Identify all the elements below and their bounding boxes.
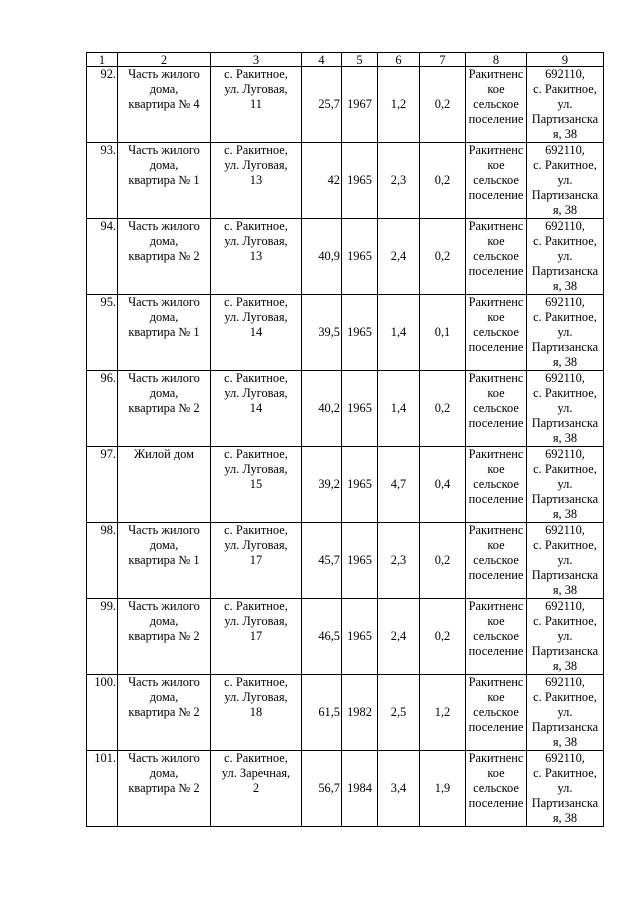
cell-line: ул. Луговая,	[224, 614, 288, 628]
cell-line: дома,	[149, 614, 179, 628]
cell-line: дома,	[149, 158, 179, 172]
cell-line: Ракитненс	[468, 599, 524, 613]
column-7-cell: 0,2	[420, 371, 466, 447]
table-body	[87, 53, 604, 827]
cell-line: ул.	[557, 629, 573, 643]
cell-line: Ракитненс	[468, 523, 524, 537]
column-6-cell: 2,4	[378, 219, 420, 295]
cell-line: кое	[487, 538, 505, 552]
object-name-cell	[118, 371, 211, 447]
column-6-cell: 4,7	[378, 447, 420, 523]
object-name-cell	[118, 295, 211, 371]
cell-line: ул. Луговая,	[224, 386, 288, 400]
address-cell	[211, 447, 302, 523]
address-cell	[211, 751, 302, 827]
area-cell: 45,7	[302, 523, 342, 599]
cell-line: ул.	[557, 325, 573, 339]
column-header: 2	[118, 53, 211, 67]
year-cell: 1984	[342, 751, 378, 827]
column-number-header-row	[87, 53, 604, 67]
table-row	[87, 295, 604, 371]
cell-line: Часть жилого	[128, 751, 200, 765]
cell-line: Жилой дом	[134, 447, 194, 461]
cell-line: ул. Луговая,	[224, 310, 288, 324]
object-name-cell	[118, 143, 211, 219]
row-number-cell: 95.	[87, 295, 118, 371]
cell-line: ул. Луговая,	[224, 82, 288, 96]
year-cell: 1965	[342, 371, 378, 447]
cell-line: Партизанска	[531, 340, 599, 354]
cell-line: сельское	[473, 97, 519, 111]
cell-line: кое	[487, 386, 505, 400]
cell-line: дома,	[149, 310, 179, 324]
address-cell	[211, 143, 302, 219]
row-number-cell: 92.	[87, 67, 118, 143]
column-header: 3	[211, 53, 302, 67]
table-row	[87, 371, 604, 447]
column-7-cell: 0,2	[420, 219, 466, 295]
cell-line: поселение	[468, 264, 524, 278]
cell-line: 692110,	[545, 295, 585, 309]
cell-line: поселение	[468, 492, 524, 506]
column-header: 6	[378, 53, 420, 67]
cell-line: с. Ракитное,	[533, 614, 597, 628]
cell-line: с. Ракитное,	[533, 234, 597, 248]
cell-line: Ракитненс	[468, 219, 524, 233]
cell-line: дома,	[149, 690, 179, 704]
cell-line: 14	[249, 401, 263, 415]
cell-line: Ракитненс	[468, 447, 524, 461]
cell-line: Ракитненс	[468, 295, 524, 309]
cell-line: дома,	[149, 234, 179, 248]
cell-line: поселение	[468, 720, 524, 734]
owner-address-cell	[527, 67, 604, 143]
cell-line: ул. Заречная,	[221, 766, 291, 780]
cell-line: я, 38	[552, 583, 578, 597]
column-6-cell: 2,5	[378, 675, 420, 751]
year-cell: 1967	[342, 67, 378, 143]
cell-line: я, 38	[552, 279, 578, 293]
cell-line: ул.	[557, 553, 573, 567]
cell-line: Партизанска	[531, 568, 599, 582]
cell-line: кое	[487, 310, 505, 324]
cell-line: Часть жилого	[128, 219, 200, 233]
area-cell: 42	[302, 143, 342, 219]
table-row	[87, 751, 604, 827]
year-cell: 1982	[342, 675, 378, 751]
cell-line: Партизанска	[531, 492, 599, 506]
cell-line: 692110,	[545, 447, 585, 461]
cell-line: 2	[252, 781, 260, 795]
cell-line: Ракитненс	[468, 67, 524, 81]
cell-line: Часть жилого	[128, 371, 200, 385]
cell-line: с. Ракитное,	[533, 386, 597, 400]
table-row	[87, 67, 604, 143]
cell-line: ул. Луговая,	[224, 462, 288, 476]
area-cell: 25,7	[302, 67, 342, 143]
cell-line: 692110,	[545, 675, 585, 689]
cell-line: с. Ракитное,	[224, 371, 288, 385]
cell-line: квартира № 4	[128, 97, 200, 111]
property-register-table	[86, 52, 604, 827]
cell-line: с. Ракитное,	[224, 523, 288, 537]
column-6-cell: 2,4	[378, 599, 420, 675]
cell-line: я, 38	[552, 355, 578, 369]
cell-line: Партизанска	[531, 644, 599, 658]
row-number-cell: 98.	[87, 523, 118, 599]
column-header: 9	[527, 53, 604, 67]
address-cell	[211, 219, 302, 295]
owner-address-cell	[527, 751, 604, 827]
owner-cell	[466, 599, 527, 675]
cell-line: 692110,	[545, 751, 585, 765]
cell-line: кое	[487, 690, 505, 704]
owner-address-cell	[527, 675, 604, 751]
cell-line: 13	[249, 249, 263, 263]
cell-line: 11	[250, 97, 262, 111]
address-cell	[211, 67, 302, 143]
cell-line: я, 38	[552, 203, 578, 217]
column-6-cell: 1,4	[378, 295, 420, 371]
cell-line: ул. Луговая,	[224, 234, 288, 248]
cell-line: сельское	[473, 553, 519, 567]
cell-line: я, 38	[552, 811, 578, 825]
cell-line: ул.	[557, 477, 573, 491]
owner-address-cell	[527, 599, 604, 675]
area-cell: 56,7	[302, 751, 342, 827]
cell-line: дома,	[149, 386, 179, 400]
row-number-cell: 100.	[87, 675, 118, 751]
cell-line: кое	[487, 158, 505, 172]
owner-cell	[466, 143, 527, 219]
owner-cell	[466, 447, 527, 523]
cell-line: с. Ракитное,	[224, 599, 288, 613]
owner-cell	[466, 371, 527, 447]
column-6-cell: 1,4	[378, 371, 420, 447]
cell-line: 692110,	[545, 599, 585, 613]
row-number-cell: 97.	[87, 447, 118, 523]
cell-line: квартира № 2	[128, 781, 200, 795]
cell-line: с. Ракитное,	[224, 675, 288, 689]
cell-line: ул. Луговая,	[224, 690, 288, 704]
cell-line: я, 38	[552, 431, 578, 445]
row-number-cell: 101.	[87, 751, 118, 827]
column-header: 1	[87, 53, 118, 67]
cell-line: Партизанска	[531, 264, 599, 278]
cell-line: Партизанска	[531, 416, 599, 430]
cell-line: дома,	[149, 538, 179, 552]
row-number-cell: 94.	[87, 219, 118, 295]
cell-line: ул.	[557, 401, 573, 415]
address-cell	[211, 523, 302, 599]
cell-line: квартира № 1	[128, 553, 200, 567]
cell-line: сельское	[473, 629, 519, 643]
column-7-cell: 0,2	[420, 67, 466, 143]
area-cell: 40,9	[302, 219, 342, 295]
column-7-cell: 1,9	[420, 751, 466, 827]
area-cell: 39,2	[302, 447, 342, 523]
owner-cell	[466, 523, 527, 599]
owner-address-cell	[527, 295, 604, 371]
cell-line: поселение	[468, 188, 524, 202]
address-cell	[211, 599, 302, 675]
cell-line: Ракитненс	[468, 675, 524, 689]
object-name-cell	[118, 675, 211, 751]
owner-address-cell	[527, 523, 604, 599]
cell-line: дома,	[149, 766, 179, 780]
table-row	[87, 523, 604, 599]
cell-line: 692110,	[545, 143, 585, 157]
cell-line: поселение	[468, 416, 524, 430]
column-header: 7	[420, 53, 466, 67]
column-7-cell: 1,2	[420, 675, 466, 751]
cell-line: ул.	[557, 781, 573, 795]
area-cell: 39,5	[302, 295, 342, 371]
object-name-cell	[118, 599, 211, 675]
table-row	[87, 143, 604, 219]
cell-line: с. Ракитное,	[533, 310, 597, 324]
cell-line: Партизанска	[531, 796, 599, 810]
year-cell: 1965	[342, 219, 378, 295]
address-cell	[211, 295, 302, 371]
cell-line: Ракитненс	[468, 751, 524, 765]
object-name-cell	[118, 751, 211, 827]
object-name-cell	[118, 523, 211, 599]
cell-line: с. Ракитное,	[533, 538, 597, 552]
cell-line: кое	[487, 614, 505, 628]
owner-cell	[466, 219, 527, 295]
cell-line: квартира № 2	[128, 629, 200, 643]
cell-line: Ракитненс	[468, 143, 524, 157]
cell-line: с. Ракитное,	[533, 766, 597, 780]
column-7-cell: 0,1	[420, 295, 466, 371]
cell-line: я, 38	[552, 507, 578, 521]
cell-line: 14	[249, 325, 263, 339]
address-cell	[211, 675, 302, 751]
cell-line: с. Ракитное,	[224, 447, 288, 461]
cell-line: поселение	[468, 112, 524, 126]
area-cell: 40,2	[302, 371, 342, 447]
cell-line: сельское	[473, 705, 519, 719]
column-7-cell: 0,2	[420, 599, 466, 675]
column-6-cell: 2,3	[378, 143, 420, 219]
cell-line: кое	[487, 234, 505, 248]
cell-line: ул.	[557, 97, 573, 111]
cell-line: Часть жилого	[128, 143, 200, 157]
year-cell: 1965	[342, 523, 378, 599]
cell-line: Часть жилого	[128, 295, 200, 309]
cell-line: 15	[249, 477, 263, 491]
cell-line: сельское	[473, 325, 519, 339]
cell-line: с. Ракитное,	[224, 751, 288, 765]
owner-cell	[466, 295, 527, 371]
cell-line: ул. Луговая,	[224, 538, 288, 552]
column-header: 4	[302, 53, 342, 67]
owner-address-cell	[527, 371, 604, 447]
cell-line: поселение	[468, 796, 524, 810]
cell-line: с. Ракитное,	[533, 158, 597, 172]
cell-line: 17	[249, 553, 263, 567]
cell-line: кое	[487, 462, 505, 476]
cell-line: квартира № 1	[128, 173, 200, 187]
cell-line: 18	[249, 705, 263, 719]
cell-line: с. Ракитное,	[224, 67, 288, 81]
address-cell	[211, 371, 302, 447]
cell-line: с. Ракитное,	[224, 143, 288, 157]
cell-line: Часть жилого	[128, 675, 200, 689]
area-cell: 61,5	[302, 675, 342, 751]
owner-address-cell	[527, 447, 604, 523]
cell-line: с. Ракитное,	[224, 219, 288, 233]
column-header: 5	[342, 53, 378, 67]
cell-line: ул.	[557, 249, 573, 263]
cell-line: с. Ракитное,	[533, 462, 597, 476]
object-name-cell	[118, 447, 211, 523]
cell-line: с. Ракитное,	[224, 295, 288, 309]
cell-line: Часть жилого	[128, 523, 200, 537]
area-cell: 46,5	[302, 599, 342, 675]
cell-line: 692110,	[545, 67, 585, 81]
owner-cell	[466, 751, 527, 827]
cell-line: 692110,	[545, 219, 585, 233]
cell-line: с. Ракитное,	[533, 82, 597, 96]
cell-line: сельское	[473, 249, 519, 263]
column-7-cell: 0,2	[420, 143, 466, 219]
cell-line: квартира № 2	[128, 705, 200, 719]
year-cell: 1965	[342, 599, 378, 675]
cell-line: я, 38	[552, 735, 578, 749]
cell-line: дома,	[149, 82, 179, 96]
column-6-cell: 2,3	[378, 523, 420, 599]
row-number-cell: 93.	[87, 143, 118, 219]
cell-line: квартира № 2	[128, 401, 200, 415]
cell-line: Часть жилого	[128, 599, 200, 613]
cell-line: квартира № 1	[128, 325, 200, 339]
object-name-cell	[118, 219, 211, 295]
cell-line: сельское	[473, 173, 519, 187]
cell-line: сельское	[473, 401, 519, 415]
row-number-cell: 99.	[87, 599, 118, 675]
cell-line: ул.	[557, 173, 573, 187]
cell-line: ул.	[557, 705, 573, 719]
cell-line: ул. Луговая,	[224, 158, 288, 172]
column-6-cell: 1,2	[378, 67, 420, 143]
owner-cell	[466, 67, 527, 143]
year-cell: 1965	[342, 143, 378, 219]
cell-line: 13	[249, 173, 263, 187]
cell-line: Часть жилого	[128, 67, 200, 81]
cell-line: сельское	[473, 781, 519, 795]
cell-line: квартира № 2	[128, 249, 200, 263]
cell-line: поселение	[468, 644, 524, 658]
cell-line: я, 38	[552, 127, 578, 141]
cell-line: я, 38	[552, 659, 578, 673]
cell-line: с. Ракитное,	[533, 690, 597, 704]
cell-line: Партизанска	[531, 112, 599, 126]
object-name-cell	[118, 67, 211, 143]
table-row	[87, 599, 604, 675]
year-cell: 1965	[342, 295, 378, 371]
cell-line: поселение	[468, 568, 524, 582]
cell-line: Ракитненс	[468, 371, 524, 385]
year-cell: 1965	[342, 447, 378, 523]
owner-address-cell	[527, 219, 604, 295]
column-6-cell: 3,4	[378, 751, 420, 827]
cell-line: кое	[487, 766, 505, 780]
row-number-cell: 96.	[87, 371, 118, 447]
cell-line: Партизанска	[531, 720, 599, 734]
column-7-cell: 0,2	[420, 523, 466, 599]
owner-cell	[466, 675, 527, 751]
column-header: 8	[466, 53, 527, 67]
cell-line: сельское	[473, 477, 519, 491]
cell-line: Партизанска	[531, 188, 599, 202]
cell-line: 692110,	[545, 371, 585, 385]
table-row	[87, 219, 604, 295]
table-row	[87, 447, 604, 523]
column-7-cell: 0,4	[420, 447, 466, 523]
cell-line: 692110,	[545, 523, 585, 537]
cell-line: 17	[249, 629, 263, 643]
owner-address-cell	[527, 143, 604, 219]
cell-line: поселение	[468, 340, 524, 354]
table-row	[87, 675, 604, 751]
cell-line: кое	[487, 82, 505, 96]
